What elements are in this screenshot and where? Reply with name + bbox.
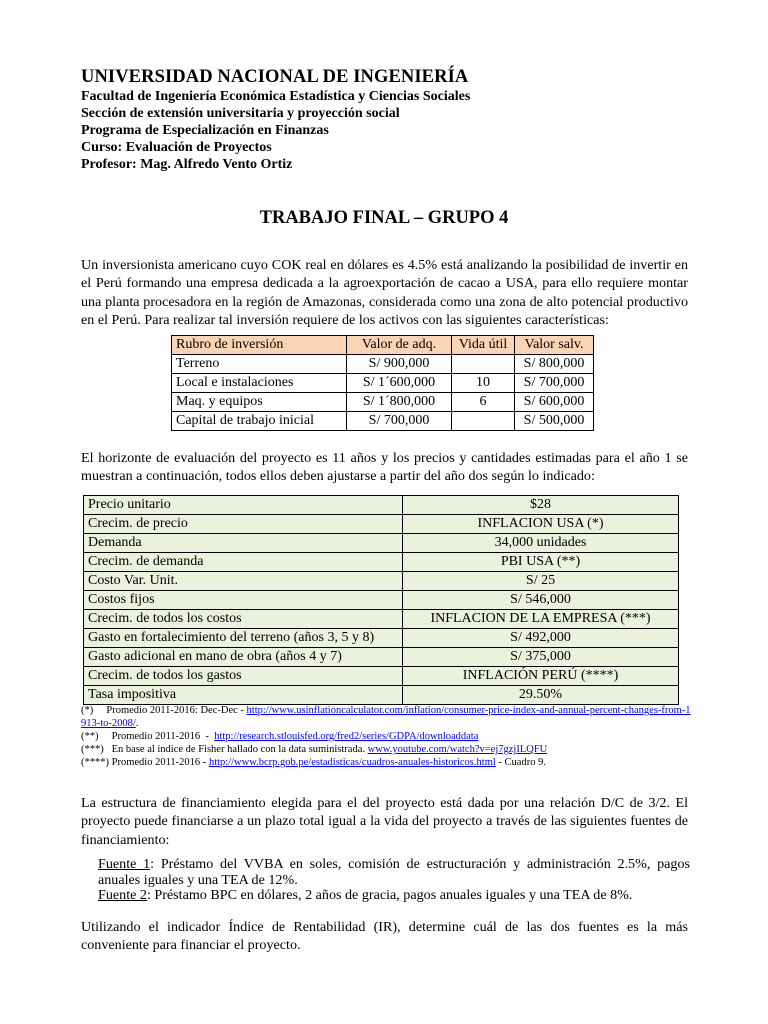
cell: Gasto adicional en mano de obra (años 4 y 7) (84, 648, 403, 667)
financing-paragraph: La estructura de financiamiento elegida para el del proyecto está dada por una relación D/C de 3/2. El proyecto puede financiarse a un plazo total igual a la vida del proyecto a través de las siguientes fuentes de financiamiento: (81, 795, 688, 848)
cell: 10 (452, 374, 515, 393)
cell: S/ 546,000 (403, 591, 679, 610)
footnote-link[interactable]: http://research.stlouisfed.org/fred2/series/GDPA/downloaddata (214, 731, 479, 742)
table-row (172, 412, 594, 431)
program-line: Programa de Especialización en Finanzas (81, 123, 329, 138)
cell: Local e instalaciones (172, 374, 347, 393)
cell: 6 (452, 393, 515, 412)
footnote-text: (**) Promedio 2011-2016 - (81, 731, 215, 742)
footnote-text: (****) Promedio 2011-2016 - (81, 757, 209, 768)
header-cell: Rubro de inversión (172, 336, 347, 355)
table-row (84, 686, 679, 705)
cell: Costos fijos (84, 591, 403, 610)
footnote-link[interactable]: www.youtube.com/watch?v=ej7gzjILQFU (367, 744, 548, 755)
page-title: TRABAJO FINAL – GRUPO 4 (259, 208, 509, 228)
intro-paragraph: Un inversionista americano cuyo COK real en dólares es 4.5% está analizando la posibilidad de invertir en el Perú formando una empresa dedicada a la agroexportación de cacao a USA, para ello requiere montar una planta procesadora en la región de Amazonas, considerada como una zona de alto potencial productivo en el Perú. Para realizar tal inversión requiere de los activos con las siguientes características: (81, 257, 688, 329)
header-cell: Vida útil (452, 336, 515, 355)
cell: 34,000 unidades (403, 534, 679, 553)
cell: Costo Var. Unit. (84, 572, 403, 591)
table-row (84, 496, 679, 515)
course-line: Curso: Evaluación de Proyectos (81, 140, 272, 155)
cell: S/ 700,000 (515, 374, 594, 393)
cell: INFLACION USA (*) (403, 515, 679, 534)
cell: S/ 900,000 (347, 355, 452, 374)
horizon-paragraph: El horizonte de evaluación del proyecto es 11 años y los precios y cantidades estimadas para el año 1 se muestran a continuación, todos ellos deben ajustarse a partir del año dos según lo indicado: (81, 450, 688, 485)
cell: S/ 700,000 (347, 412, 452, 431)
source-2 (98, 887, 690, 903)
cell: 29.50% (403, 686, 679, 705)
source-text: : Préstamo BPC en dólares, 2 años de gracia, pagos anuales iguales y una TEA de 8%. (146, 887, 633, 903)
footnote-text: (***) En base al índice de Fisher hallado con la data suministrada. (81, 744, 368, 755)
cell: Capital de trabajo inicial (172, 412, 347, 431)
footnote-text: - Cuadro 9. (495, 757, 546, 768)
source-label: Fuente 2 (98, 887, 147, 903)
cell: S/ 800,000 (515, 355, 594, 374)
cell: Gasto en fortalecimiento del terreno (años 3, 5 y 8) (84, 629, 403, 648)
table-row (84, 572, 679, 591)
cell: Crecim. de todos los costos (84, 610, 403, 629)
footnote-link[interactable]: http://www.usinflationcalculator.com/inflation/consumer-price-index-and-annual-percent-changes-from-1913-to-2008/ (81, 705, 691, 729)
footnote-2 (81, 730, 691, 743)
faculty-line: Facultad de Ingeniería Económica Estadística y Ciencias Sociales (81, 89, 471, 104)
footnote-1 (81, 704, 691, 730)
table-row (84, 515, 679, 534)
section-line: Sección de extensión universitaria y proyección social (81, 106, 400, 121)
parameters-table (83, 495, 679, 705)
professor-line: Profesor: Mag. Alfredo Vento Ortiz (81, 157, 293, 172)
cell: Maq. y equipos (172, 393, 347, 412)
cell (452, 355, 515, 374)
cell: S/ 500,000 (515, 412, 594, 431)
footnote-text: . (135, 718, 139, 729)
cell: S/ 600,000 (515, 393, 594, 412)
cell: S/ 375,000 (403, 648, 679, 667)
university-name: UNIVERSIDAD NACIONAL DE INGENIERÍA (81, 67, 469, 87)
table-row (172, 374, 594, 393)
table-row (84, 610, 679, 629)
table-header-row (172, 336, 594, 355)
table-row (84, 667, 679, 686)
cell: S/ 1´800,000 (347, 393, 452, 412)
footnote-4 (81, 756, 691, 769)
table-row (84, 629, 679, 648)
header-cell: Valor salv. (515, 336, 594, 355)
source-1 (98, 856, 690, 888)
table-row (84, 553, 679, 572)
investment-table (171, 335, 594, 431)
cell: $28 (403, 496, 679, 515)
header-cell: Valor de adq. (347, 336, 452, 355)
cell: Tasa impositiva (84, 686, 403, 705)
cell: Crecim. de precio (84, 515, 403, 534)
cell: PBI USA (**) (403, 553, 679, 572)
source-label: Fuente 1 (98, 856, 151, 872)
cell: Precio unitario (84, 496, 403, 515)
cell: Crecim. de demanda (84, 553, 403, 572)
cell: S/ 492,000 (403, 629, 679, 648)
cell: Demanda (84, 534, 403, 553)
footnote-link[interactable]: http://www.bcrp.gob.pe/estadisticas/cuadros-anuales-historicos.html (208, 757, 496, 768)
cell: INFLACIÓN PERÚ (****) (403, 667, 679, 686)
cell: INFLACION DE LA EMPRESA (***) (403, 610, 679, 629)
question-paragraph: Utilizando el indicador Índice de Rentabilidad (IR), determine cuál de las dos fuentes es la más conveniente para financiar el proyecto. (81, 919, 688, 954)
table-row (172, 355, 594, 374)
cell: S/ 25 (403, 572, 679, 591)
footnote-3 (81, 743, 691, 756)
table-row (84, 591, 679, 610)
table-row (84, 534, 679, 553)
cell (452, 412, 515, 431)
cell: Crecim. de todos los gastos (84, 667, 403, 686)
cell: S/ 1´600,000 (347, 374, 452, 393)
source-text: : Préstamo del VVBA en soles, comisión de estructuración y administración 2.5%, pagos anuales iguales y una TEA de 12%. (98, 856, 690, 888)
footnote-text: (*) Promedio 2011-2016: Dec-Dec - (81, 705, 247, 716)
table-row (84, 648, 679, 667)
cell: Terreno (172, 355, 347, 374)
table-row (172, 393, 594, 412)
